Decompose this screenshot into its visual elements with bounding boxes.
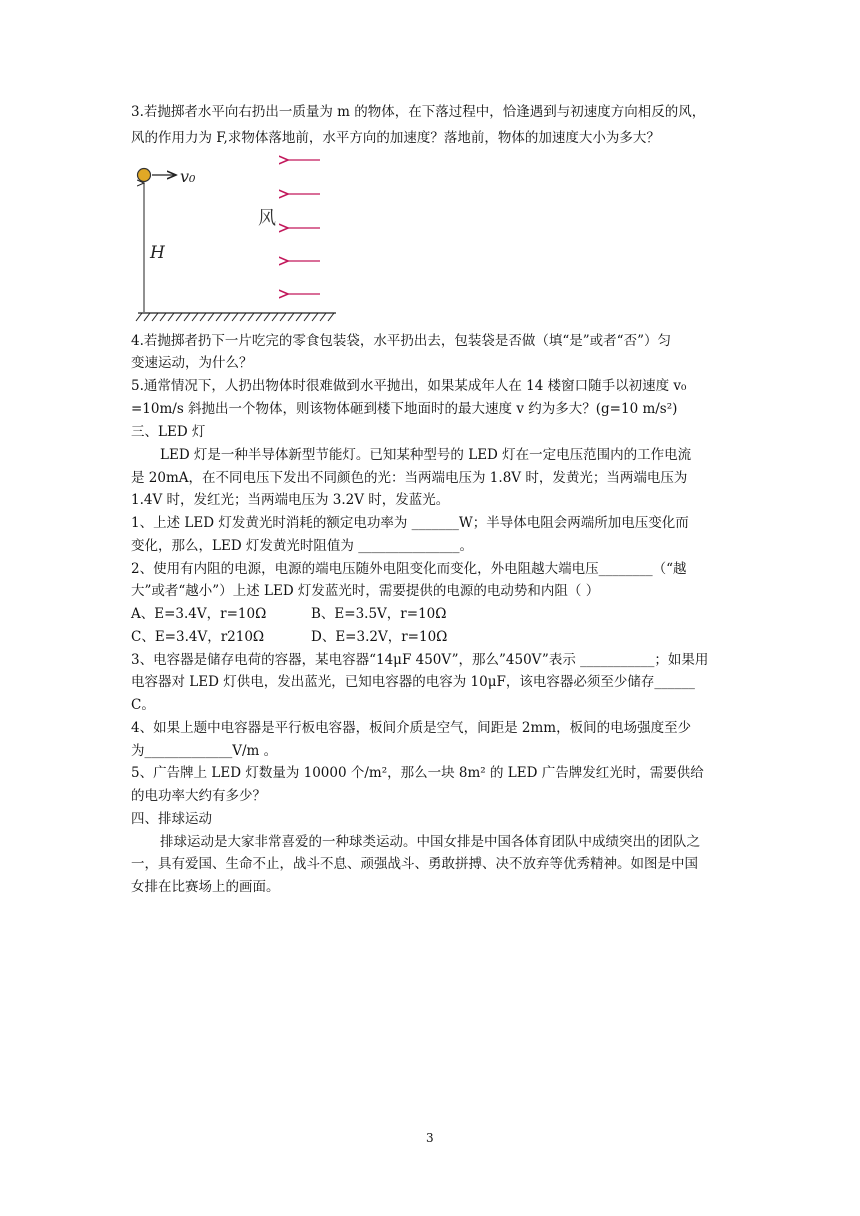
section4-para-2: 一，具有爱国、生命不止，战斗不息、顽强战斗、勇敢拼搏、决不放弃等优秀精神。如图是中国 (131, 856, 698, 872)
q4-line-2: 变速运动，为什么？ (131, 355, 253, 371)
section3-heading: 三、LED 灯 (131, 424, 206, 440)
q5-line-1: 5.通常情况下，人扔出物体时很难做到水平抛出，如果某成年人在 14 楼窗口随手以初速度 v₀ (131, 378, 687, 394)
option-c: C、E=3.4V，r210Ω (131, 629, 265, 645)
q4-line-1: 4.若抛掷者扔下一片吃完的零食包装袋，水平扔出去，包装袋是否做（填“是”或者“否”）匀 (131, 333, 671, 349)
led-q2-line-2: 大”或者“越小”）上述 LED 灯发蓝光时，需要提供的电源的电动势和内阻（ ） (131, 583, 600, 599)
v0-label: v₀ (180, 167, 196, 186)
led-q3-line-2: 电容器对 LED 灯供电，发出蓝光，已知电容器的电容为 10μF，该电容器必须至少储存______ (131, 674, 695, 690)
section4-para-3: 女排在比赛场上的画面。 (131, 879, 280, 895)
section3-intro-3: 1.4V 时，发红光；当两端电压为 3.2V 时，发蓝光。 (131, 492, 450, 508)
ground-hatching (136, 313, 334, 321)
led-q4-line-1: 4、如果上题中电容器是平行板电容器，板间介质是空气，间距是 2mm，板间的电场强度至少 (131, 720, 692, 736)
option-b: B、E=3.5V，r=10Ω (311, 606, 447, 622)
option-d: D、E=3.2V，r=10Ω (311, 629, 448, 645)
q3-line-2: 风的作用力为 F,求物体落地前，水平方向的加速度？落地前，物体的加速度大小为多大？ (131, 130, 660, 146)
led-q3-line-1: 3、电容器是储存电荷的容器，某电容器“14μF 450V”，那么”450V”表示 ___________；如果用 (131, 652, 709, 668)
q5-line-2: =10m/s 斜抛出一个物体，则该物体砸到楼下地面时的最大速度 v 约为多大？(g=10 m/s²) (131, 401, 678, 417)
projectile-wind-figure (128, 146, 338, 324)
led-q3-line-3: C。 (131, 697, 155, 713)
section4-para-1: 排球运动是大家非常喜爱的一种球类运动。中国女排是中国各体育团队中成绩突出的团队之 (160, 834, 700, 850)
section4-heading: 四、排球运动 (131, 811, 212, 827)
ball (138, 169, 151, 182)
led-q1-line-1: 1、上述 LED 灯发黄光时消耗的额定电功率为 _______W；半导体电阻会两端所加电压变化而 (131, 515, 689, 531)
led-q5-line-2: 的电功率大约有多少？ (131, 788, 266, 804)
led-q2-line-1: 2、使用有内阻的电源，电源的端电压随外电阻变化而变化，外电阻越大端电压________（“越 (131, 561, 687, 577)
section3-intro-1: LED 灯是一种半导体新型节能灯。已知某种型号的 LED 灯在一定电压范围内的工作电流 (160, 447, 692, 463)
section3-intro-2: 是 20mA，在不同电压下发出不同颜色的光：当两端电压为 1.8V 时，发黄光；当两端电压为 (131, 470, 688, 486)
led-q1-line-2: 变化，那么，LED 灯发黄光时阻值为 _______________。 (131, 538, 473, 554)
height-label: H (150, 243, 165, 263)
page-number: 3 (426, 1131, 434, 1145)
led-q5-line-1: 5、广告牌上 LED 灯数量为 10000 个/m²，那么一块 8m² 的 LED 广告牌发红光时，需要供给 (131, 765, 704, 781)
wind-arrows (288, 160, 320, 294)
option-a: A、E=3.4V，r=10Ω (131, 606, 267, 622)
led-q4-line-2: 为_____________V/m 。 (131, 743, 278, 759)
wind-label: 风 (258, 208, 276, 229)
q3-line-1: 3.若抛掷者水平向右扔出一质量为 m 的物体，在下落过程中，恰逢遇到与初速度方向相反的风， (131, 104, 706, 120)
